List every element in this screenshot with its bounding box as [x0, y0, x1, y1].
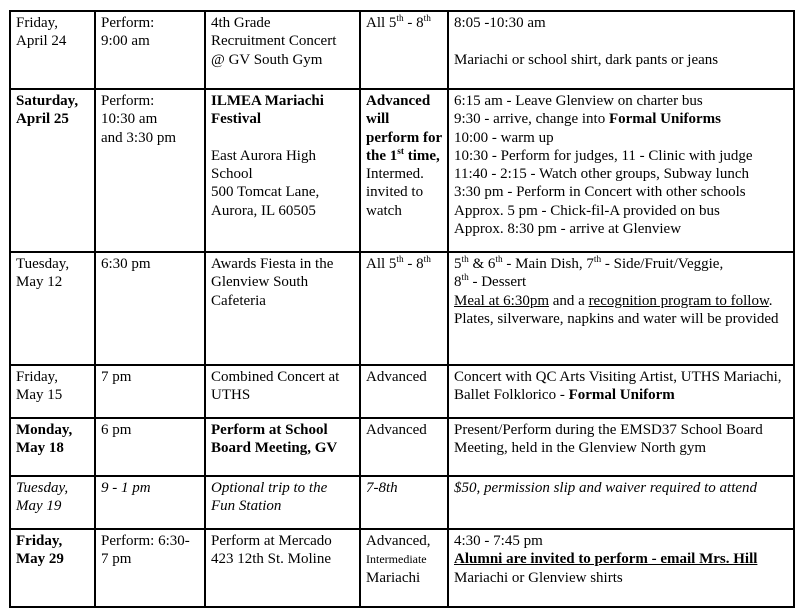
cell-time [95, 89, 205, 252]
text-run: 11:40 - 2:15 - Watch other groups, Subway lunch [454, 166, 749, 183]
cell-details [448, 418, 794, 476]
cell-date [10, 11, 95, 89]
text-run: Mariachi [366, 569, 421, 586]
cell-time [95, 476, 205, 529]
cell-date [10, 365, 95, 418]
text-run: - Side/Fruit/Veggie, [601, 256, 724, 272]
cell-details [448, 529, 794, 607]
text-run: Mariachi or school shirt, dark pants or jeans [454, 51, 719, 68]
text-run: Awards Fiesta in the Glenview South Cafeteria [211, 256, 334, 309]
text-run: Recruitment Concert [211, 33, 337, 50]
text-run: Aurora, IL 60505 [211, 202, 316, 219]
cell-details [448, 89, 794, 252]
text-run: Perform: 6:30- [101, 533, 190, 549]
text-run: . Plates, silverware, napkins and water will be provided [454, 292, 779, 327]
text-run: Advanced [366, 369, 427, 385]
text-run: time, [403, 147, 440, 164]
text-run: Alumni are invited to perform - email Mrs. Hill [454, 551, 758, 568]
text-run: Advanced will perform for the 1 [366, 93, 442, 164]
table-row [10, 476, 794, 529]
text-run: 7-8th [366, 480, 398, 496]
cell-group [360, 418, 448, 476]
cell-details [448, 11, 794, 89]
text-run: Approx. 8:30 pm - arrive at Glenview [454, 221, 682, 238]
cell-group [360, 365, 448, 418]
text-run: All 5 [366, 256, 397, 272]
text-run: Approx. 5 pm - Chick-fil-A provided on bus [454, 202, 720, 219]
text-run: 10:00 - warm up [454, 129, 554, 146]
table-row [10, 418, 794, 476]
text-run: Formal Uniform [568, 387, 675, 404]
text-run: All 5 [366, 15, 397, 31]
cell-date [10, 476, 95, 529]
text-run: 500 Tomcat Lane, [211, 184, 320, 201]
text-run: & 6 [468, 256, 496, 272]
cell-event [205, 365, 360, 418]
superscript-text: th [423, 14, 431, 24]
text-run: Perform: [101, 93, 155, 109]
text-run: Perform: [101, 15, 155, 31]
text-run: Friday, May 15 [16, 369, 63, 404]
superscript-text: th [423, 255, 431, 265]
superscript-text: th [593, 255, 602, 265]
table-row [10, 11, 794, 89]
cell-time [95, 529, 205, 607]
table-row [10, 365, 794, 418]
text-run: ILMEA Mariachi Festival [211, 93, 324, 128]
cell-event [205, 476, 360, 529]
cell-group [360, 89, 448, 252]
cell-event [205, 529, 360, 607]
text-run: Friday, April 24 [16, 15, 67, 50]
text-run: 8:05 -10:30 am [454, 15, 546, 31]
text-run: - 8 [403, 256, 424, 272]
text-run: Meal at 6:30pm [454, 292, 549, 309]
cell-event [205, 89, 360, 252]
text-run: 7 pm [101, 551, 132, 568]
text-run: 3:30 pm - Perform in Concert with other schools [454, 184, 746, 201]
cell-details [448, 252, 794, 365]
text-run: Formal Uniforms [608, 111, 722, 128]
text-run: 6:30 pm [101, 256, 151, 272]
cell-date [10, 89, 95, 252]
text-run: Concert with QC Arts Visiting Artist, UTHS Mariachi, Ballet Folklorico - [454, 369, 782, 404]
text-run: - 8 [403, 15, 424, 31]
text-run: Advanced [366, 422, 427, 438]
superscript-text: th [461, 255, 469, 265]
superscript-text: th [396, 255, 404, 265]
text-run: Advanced, [366, 533, 431, 549]
text-run: recognition program to follow [588, 292, 769, 309]
text-run: 9:30 - arrive, change into [454, 111, 609, 128]
text-run: Friday, May 29 [16, 533, 64, 568]
table-row [10, 529, 794, 607]
text-run: 8 [454, 274, 462, 291]
cell-group [360, 11, 448, 89]
superscript-text: th [495, 255, 503, 265]
text-run: Monday, May 18 [16, 422, 73, 457]
text-run: $50, permission slip and waiver required to attend [454, 480, 758, 496]
cell-time [95, 11, 205, 89]
text-run: 5 [454, 256, 462, 272]
text-run: and a [548, 292, 589, 309]
text-run: 10:30 - Perform for judges, 11 - Clinic with judge [454, 147, 753, 164]
text-run: Combined Concert at UTHS [211, 369, 340, 404]
cell-details [448, 365, 794, 418]
text-run: and 3:30 pm [101, 129, 176, 146]
text-run: Perform at School Board Meeting, GV [211, 422, 338, 457]
text-run: Mariachi or Glenview shirts [454, 569, 623, 586]
text-run: @ GV South Gym [211, 51, 323, 68]
table-row [10, 252, 794, 365]
superscript-text: th [461, 273, 469, 284]
text-run: Saturday, April 25 [16, 93, 79, 128]
superscript-text: th [396, 14, 404, 24]
cell-date [10, 418, 95, 476]
text-run: 10:30 am [101, 111, 158, 128]
superscript-text: st [397, 146, 404, 157]
schedule-table [9, 10, 795, 608]
cell-group [360, 529, 448, 607]
text-run: 6:15 am - Leave Glenview on charter bus [454, 93, 703, 109]
text-run: Optional trip to the Fun Station [211, 480, 328, 515]
cell-event [205, 252, 360, 365]
text-run: Intermediate [366, 552, 427, 567]
cell-group [360, 476, 448, 529]
schedule-table-body [10, 11, 794, 607]
cell-time [95, 252, 205, 365]
text-run: 423 12th St. Moline [211, 551, 332, 568]
text-run: 6 pm [101, 422, 132, 438]
text-run: 4:30 - 7:45 pm [454, 533, 543, 549]
text-run: 9:00 am [101, 33, 150, 50]
table-row [10, 89, 794, 252]
text-run: 9 - 1 pm [101, 480, 151, 496]
text-run: - Main Dish, 7 [502, 256, 594, 272]
cell-group [360, 252, 448, 365]
text-run: East Aurora High School [211, 147, 316, 183]
cell-time [95, 365, 205, 418]
text-run: Intermed. invited to watch [366, 166, 424, 219]
cell-event [205, 11, 360, 89]
text-run: Present/Perform during the EMSD37 School Board Meeting, held in the Glenview North gym [454, 422, 763, 457]
text-run: Tuesday, May 12 [16, 256, 70, 291]
cell-details [448, 476, 794, 529]
text-run: Perform at Mercado [211, 533, 332, 549]
cell-time [95, 418, 205, 476]
text-run: 4th Grade [211, 15, 271, 31]
cell-date [10, 252, 95, 365]
text-run: - Dessert [468, 274, 527, 291]
cell-event [205, 418, 360, 476]
cell-date [10, 529, 95, 607]
text-run: 7 pm [101, 369, 132, 385]
text-run: Tuesday, May 19 [16, 480, 69, 515]
